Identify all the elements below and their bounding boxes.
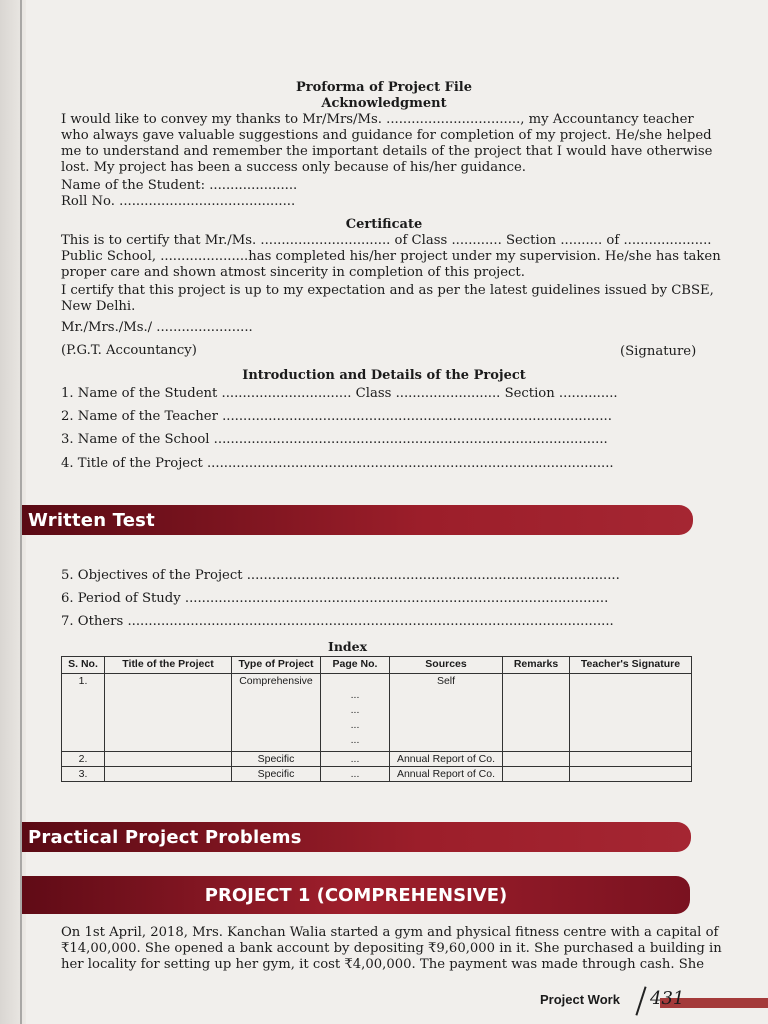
col-title: Title of the Project bbox=[105, 657, 232, 674]
cert-line-1: This is to certify that Mr./Ms. ............................... of Class ............ Section .......... of ..................... bbox=[61, 233, 712, 248]
intro-item-4: 4. Title of the Project ................................................................................................. bbox=[61, 456, 614, 471]
page-dots: ... bbox=[350, 734, 360, 746]
cert-line-4: I certify that this project is up to my expectation and as per the latest guidelines issued by CBSE, bbox=[61, 283, 714, 298]
cell-signature bbox=[570, 674, 692, 752]
practical-problems-label: Practical Project Problems bbox=[28, 826, 302, 848]
ack-line-2: who always gave valuable suggestions and guidance for completion of my project. He/she helped bbox=[61, 128, 712, 143]
intro-title: Introduction and Details of the Project bbox=[242, 368, 526, 383]
practical-problems-banner bbox=[22, 822, 691, 852]
project-para-line-1: On 1st April, 2018, Mrs. Kanchan Walia started a gym and physical fitness centre with a capital of bbox=[61, 925, 719, 940]
cell-remarks bbox=[503, 767, 570, 782]
proforma-title: Proforma of Project File bbox=[296, 80, 472, 95]
intro-item-6: 6. Period of Study ..................................................................................................... bbox=[61, 591, 609, 606]
ack-line-4: lost. My project has been a success only because of his/her guidance. bbox=[61, 160, 526, 175]
col-remarks: Remarks bbox=[503, 657, 570, 674]
cell-type: Specific bbox=[232, 752, 321, 767]
cell-signature bbox=[570, 767, 692, 782]
cell-type: Comprehensive bbox=[232, 674, 321, 752]
cell-remarks bbox=[503, 674, 570, 752]
cell-page: ... bbox=[321, 752, 390, 767]
cell-title bbox=[105, 752, 232, 767]
page-number: 431 bbox=[650, 988, 685, 1009]
intro-item-3: 3. Name of the School .............................................................................................. bbox=[61, 432, 608, 447]
cell-type: Specific bbox=[232, 767, 321, 782]
page-dots: ... bbox=[350, 704, 360, 716]
table-row bbox=[62, 767, 692, 782]
written-test-banner bbox=[22, 505, 693, 535]
intro-item-5: 5. Objectives of the Project ......................................................................................... bbox=[61, 568, 620, 583]
cert-line-5: New Delhi. bbox=[61, 299, 136, 314]
cell-title bbox=[105, 674, 232, 752]
intro-item-2: 2. Name of the Teacher ............................................................................................. bbox=[61, 409, 612, 424]
intro-item-1: 1. Name of the Student ............................... Class ......................... Section .............. bbox=[61, 386, 618, 401]
cell-sno: 2. bbox=[62, 752, 105, 767]
student-name-line: Name of the Student: ..................... bbox=[61, 178, 298, 193]
cell-sno: 1. bbox=[62, 674, 105, 752]
cell-page bbox=[321, 674, 390, 752]
cell-remarks bbox=[503, 752, 570, 767]
col-page: Page No. bbox=[321, 657, 390, 674]
page-dots: ... bbox=[350, 719, 360, 731]
project1-banner bbox=[22, 876, 690, 914]
ack-line-1: I would like to convey my thanks to Mr/Mrs/Ms. ................................, my Accountancy teacher bbox=[61, 112, 694, 127]
table-row bbox=[62, 674, 692, 752]
ack-line-3: me to understand and remember the important details of the project that I would have otherwise bbox=[61, 144, 713, 159]
col-sno: S. No. bbox=[62, 657, 105, 674]
cell-sources: Annual Report of Co. bbox=[390, 767, 503, 782]
project-para-line-3: her locality for setting up her gym, it cost ₹4,00,000. The payment was made through cash. She bbox=[61, 957, 705, 972]
index-header-row bbox=[62, 657, 692, 674]
cell-sources: Annual Report of Co. bbox=[390, 752, 503, 767]
intro-item-7: 7. Others .................................................................................................................... bbox=[61, 614, 614, 629]
teacher-line: Mr./Mrs./Ms./ ....................... bbox=[61, 320, 253, 335]
cell-sno: 3. bbox=[62, 767, 105, 782]
cert-line-2: Public School, .....................has completed his/her project under my supervision. He/she has taken bbox=[61, 249, 721, 264]
footer-label: Project Work bbox=[540, 992, 620, 1007]
signature-label: (Signature) bbox=[620, 344, 697, 359]
index-table bbox=[61, 656, 692, 782]
col-sources: Sources bbox=[390, 657, 503, 674]
index-title: Index bbox=[328, 639, 368, 654]
footer-divider bbox=[635, 986, 646, 1015]
col-signature: Teacher's Signature bbox=[570, 657, 692, 674]
page-dots: ... bbox=[350, 689, 360, 701]
pgt-accountancy: (P.G.T. Accountancy) bbox=[61, 343, 197, 358]
cert-line-3: proper care and shown atmost sincerity in completion of this project. bbox=[61, 265, 525, 280]
cell-title bbox=[105, 767, 232, 782]
certificate-title: Certificate bbox=[345, 217, 423, 232]
table-row bbox=[62, 752, 692, 767]
acknowledgment-title: Acknowledgment bbox=[321, 96, 447, 111]
project1-label: PROJECT 1 (COMPREHENSIVE) bbox=[204, 884, 508, 906]
roll-no-line: Roll No. .......................................... bbox=[61, 194, 296, 209]
project-para-line-2: ₹14,00,000. She opened a bank account by depositing ₹9,60,000 in it. She purchased a building in bbox=[61, 941, 722, 956]
col-type: Type of Project bbox=[232, 657, 321, 674]
cell-sources: Self bbox=[390, 674, 503, 752]
cell-signature bbox=[570, 752, 692, 767]
written-test-label: Written Test bbox=[28, 509, 155, 531]
cell-page: ... bbox=[321, 767, 390, 782]
